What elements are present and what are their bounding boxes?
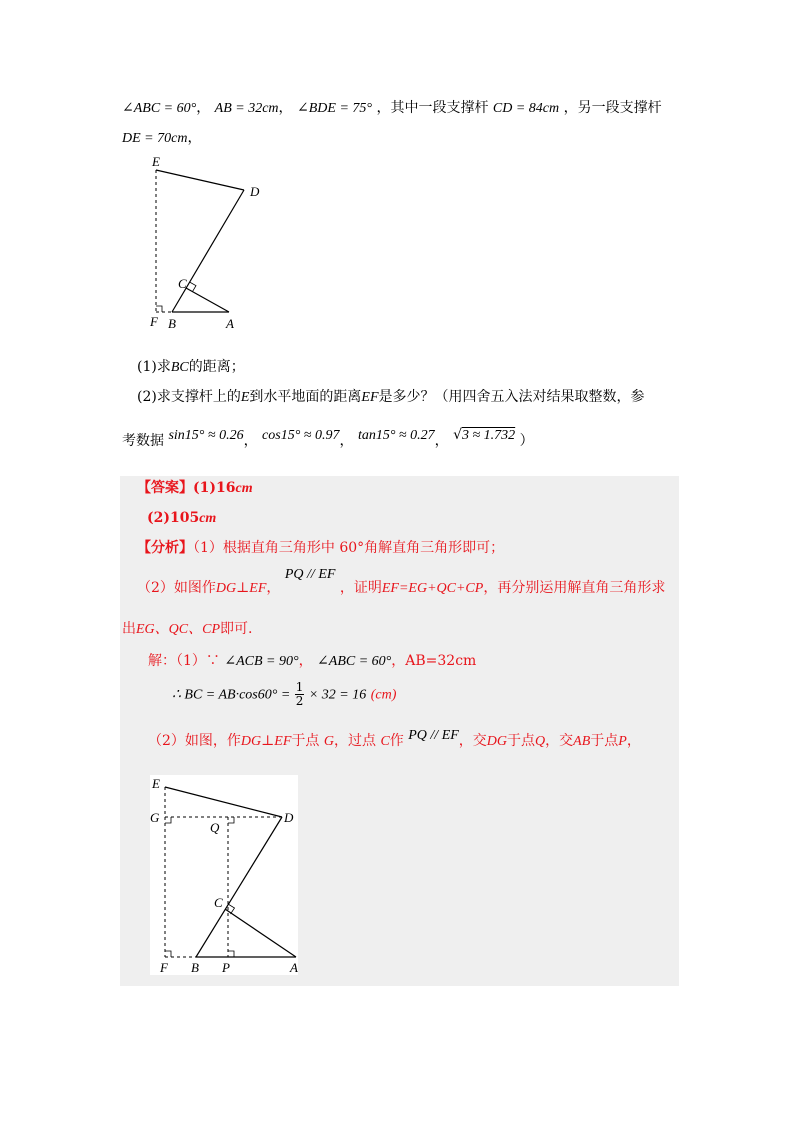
analysis-p2-pq: PQ // EF xyxy=(284,567,336,582)
analysis-p2-prefix: （2）如图作 xyxy=(137,580,216,596)
answer-line-2 xyxy=(147,508,216,529)
solution-label: 解：（1）∵ xyxy=(148,653,220,669)
analysis-p2-rest: ，证明 xyxy=(339,580,382,596)
q1-suffix: 的距离； xyxy=(188,359,245,375)
s2-q: Q xyxy=(535,734,546,749)
answer-line-1 xyxy=(137,478,253,499)
solution-line-3 xyxy=(148,728,641,752)
q2-suffix: 是多少？（用四舍五入法对结果取整数，参 xyxy=(378,389,645,405)
solution-line-1 xyxy=(148,651,476,672)
fig2-label-c: C xyxy=(214,895,223,910)
s2-p: P xyxy=(618,734,627,749)
q2-prefix: (2)求支撑杆上的 xyxy=(137,389,241,405)
ref-label: 考数据 xyxy=(122,433,164,449)
fig2-label-a: A xyxy=(290,960,298,975)
fig2-label-g: G xyxy=(150,810,160,825)
solution-calc-a: ∴ BC = AB·cos60° = xyxy=(172,687,291,703)
solution-line-2 xyxy=(172,681,396,708)
label-a: A xyxy=(226,316,234,331)
ref-sqrt3: 3 ≈ 1.732 xyxy=(461,428,516,443)
answer-label: 【答案】 xyxy=(137,480,193,496)
problem-line-2 xyxy=(122,128,201,149)
fraction-one-half xyxy=(295,681,305,708)
q2-mid: 到水平地面的距离 xyxy=(249,389,362,405)
s2-dg: DG⊥EF xyxy=(240,734,292,749)
q2-var-e: E xyxy=(240,390,250,405)
frac-num: 1 xyxy=(295,680,304,694)
analysis-p3-suffix: 即可. xyxy=(220,621,253,637)
de-length: DE = 70cm xyxy=(122,131,188,146)
label-c: C xyxy=(178,276,187,291)
s2-g2: ，交 xyxy=(545,733,574,749)
q1-var: BC xyxy=(170,360,189,375)
ref-sqrt-symbol: √ xyxy=(453,427,462,443)
analysis-p1: （1）根据直角三角形中 60°角解直角三角形即可； xyxy=(193,540,505,556)
reference-data: 考数据 sin15° ≈ 0.26， cos15° ≈ 0.97， tan15° ≈ 0.27， √3 ≈ 1.732 ） xyxy=(122,427,534,449)
angle-bde: ∠BDE = 75° xyxy=(297,101,372,116)
angle-abc: ∠ABC = 60° xyxy=(122,101,197,116)
s2-ab: AB xyxy=(573,734,591,749)
analysis-line-2 xyxy=(137,567,666,599)
analysis-p3-items: EG、QC、CP xyxy=(136,622,220,637)
s2-f: 于点 xyxy=(507,733,536,749)
label-e: E xyxy=(152,154,160,169)
s2-cpt: C xyxy=(380,734,390,749)
answer-2: (2)105 xyxy=(147,510,200,526)
solution-ab: ，AB=32cm xyxy=(391,653,477,669)
cd-length: CD = 84cm xyxy=(492,101,560,116)
ab-length: AB = 32cm xyxy=(214,101,279,116)
ref-close: ） xyxy=(519,433,534,449)
analysis-p2-eq: EF=EG+QC+CP xyxy=(381,581,484,596)
label-d: D xyxy=(250,184,260,199)
label-f: F xyxy=(150,314,158,329)
label-b: B xyxy=(168,316,176,331)
solution-acb: ∠ACB = 90° xyxy=(224,654,299,669)
s2-dg2: DG xyxy=(486,734,508,749)
comma: ， xyxy=(187,130,202,146)
s2-a: （2）如图，作 xyxy=(148,733,241,749)
q2-var-ef: EF xyxy=(361,390,379,405)
solution-abc: ∠ABC = 60° xyxy=(317,654,392,669)
s2-pq: PQ // EF xyxy=(408,728,459,743)
figure-2 xyxy=(146,774,302,978)
answer-1-unit: cm xyxy=(235,481,253,496)
ref-tan: tan15° ≈ 0.27 xyxy=(357,428,435,443)
ref-sin: sin15° ≈ 0.26 xyxy=(168,428,244,443)
q1-prefix: (1)求 xyxy=(137,359,171,375)
solution-sep: ， xyxy=(298,653,313,669)
analysis-line-1 xyxy=(137,538,504,558)
s2-g: G xyxy=(323,734,334,749)
answer-2-unit: cm xyxy=(199,511,217,526)
problem-line-1: ∠ABC = 60°， AB = 32cm， ∠BDE = 75° ，其中一段支撑杆 CD = 84cm ，另一段支撑杆 xyxy=(122,100,662,116)
s2-c: ，过点 xyxy=(334,733,376,749)
answer-1: (1)16 xyxy=(193,480,236,496)
solution-calc-b: × 32 = 16 xyxy=(308,687,367,703)
analysis-p2-dg: DG⊥EF xyxy=(215,581,267,596)
fig2-label-p: P xyxy=(222,960,230,975)
question-2 xyxy=(137,387,645,408)
fig2-label-b: B xyxy=(191,960,199,975)
s2-e: ，交 xyxy=(458,733,487,749)
ref-cos: cos15° ≈ 0.97 xyxy=(262,428,340,443)
fig2-label-f: F xyxy=(160,960,168,975)
analysis-label: 【分析】 xyxy=(137,540,193,556)
s2-h: 于点 xyxy=(590,733,619,749)
analysis-line-3 xyxy=(122,619,252,640)
analysis-p3-prefix: 出 xyxy=(122,621,136,637)
s2-b: 于点 xyxy=(291,733,320,749)
analysis-p2-tail: ，再分别运用解直角三角形求 xyxy=(483,580,666,596)
text-a: ，其中一段支撑杆 xyxy=(376,100,489,116)
frac-den: 2 xyxy=(295,694,304,708)
figure-1 xyxy=(140,152,270,334)
s2-i: ， xyxy=(626,733,641,749)
text-b: ，另一段支撑杆 xyxy=(563,100,662,116)
fig2-label-e: E xyxy=(152,776,160,791)
fig2-label-q: Q xyxy=(210,820,220,835)
solution-calc-unit: (cm) xyxy=(370,687,397,703)
fig2-label-d: D xyxy=(284,810,294,825)
question-1 xyxy=(137,357,245,378)
s2-d: 作 xyxy=(389,733,404,749)
analysis-p2-comma: ， xyxy=(266,580,281,596)
